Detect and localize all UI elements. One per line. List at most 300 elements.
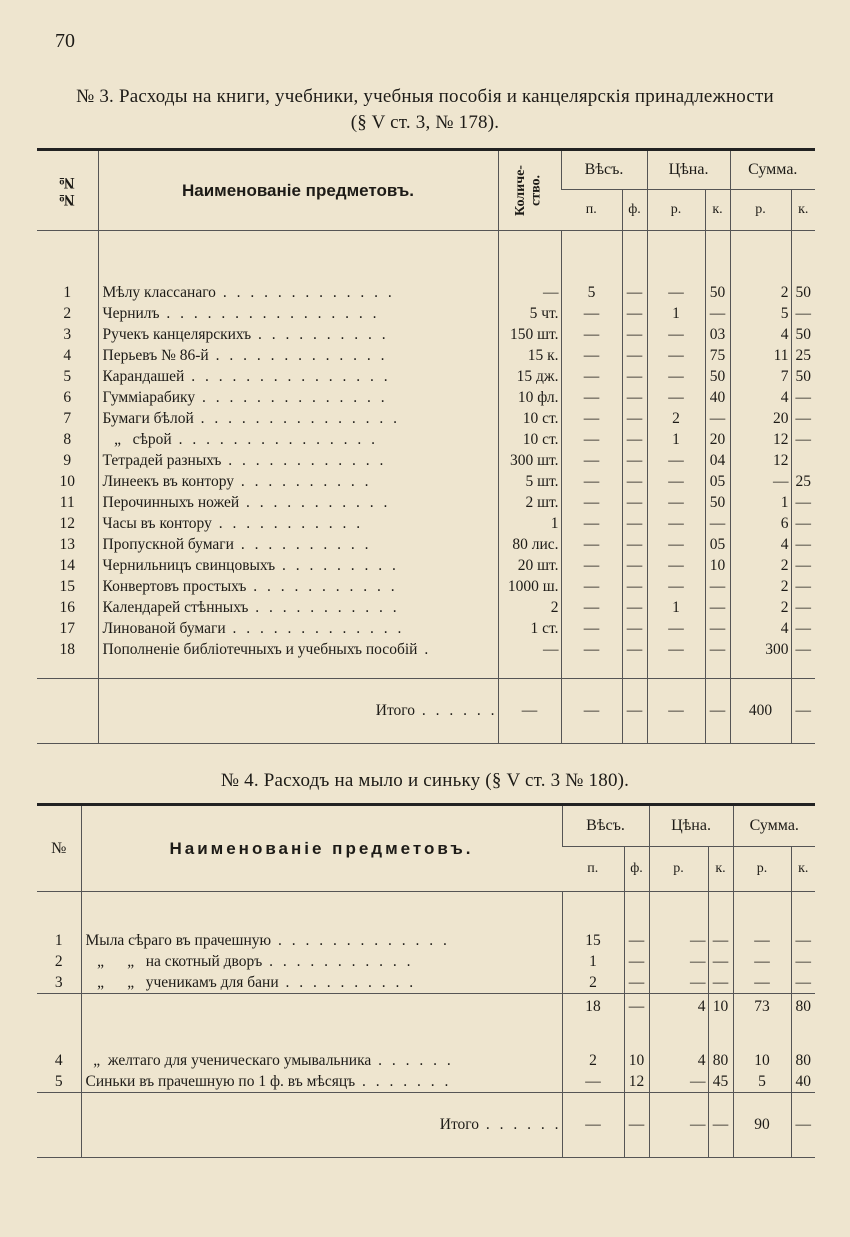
row-qty: 2 шт. (498, 492, 561, 513)
row-name (98, 366, 498, 387)
row-weight-f: — (622, 555, 647, 576)
table2-title: № 4. Расходъ на мыло и синьку (§ V ст. 3 № 180). (220, 770, 630, 791)
row-number: 12 (59, 515, 75, 532)
total-sum-k: — (791, 679, 815, 744)
leader-dots: . . . . . . . . . . . . . (225, 620, 405, 637)
item-name: Календарей стѣнныхъ (102, 599, 249, 616)
row-weight-f: — (622, 576, 647, 597)
row-sum-r: — (733, 930, 791, 951)
row-weight-p: — (561, 618, 622, 639)
row-sum-k: 50 (791, 324, 815, 345)
item-name: Линеекъ въ контору (102, 473, 235, 490)
row-weight-f: 10 (624, 1050, 649, 1071)
row-number: 5 (54, 1073, 63, 1090)
row-price-r: — (647, 366, 705, 387)
row-price-k: 04 (705, 450, 730, 471)
row-number: 7 (63, 410, 72, 427)
leader-dots: . . . . . . . . . . (251, 326, 389, 343)
row-name (98, 324, 498, 345)
row-sum-r: 2 (730, 282, 791, 303)
row-price-r: — (647, 324, 705, 345)
row-price-k: 50 (705, 282, 730, 303)
row-sum-r: 6 (730, 513, 791, 534)
row-qty: 10 фл. (498, 387, 561, 408)
table-row (37, 513, 815, 534)
row-number: 15 (59, 578, 75, 595)
t1-header-k2: к. (791, 190, 815, 231)
row-name (98, 303, 498, 324)
row-name (98, 576, 498, 597)
table-row (37, 597, 815, 618)
item-name: Конвертовъ простыхъ (102, 578, 247, 595)
row-weight-p: — (561, 555, 622, 576)
row-price-r: — (649, 1071, 708, 1093)
leader-dots: . . . . . . . . . . (278, 974, 417, 991)
row-weight-p: 2 (562, 972, 624, 994)
row-qty: 150 шт. (498, 324, 561, 345)
row-number: 3 (54, 974, 63, 991)
row-weight-f: — (622, 387, 647, 408)
row-sum-k: — (791, 429, 815, 450)
row-qty: 10 ст. (498, 408, 561, 429)
row-price-r: — (647, 618, 705, 639)
table1-title: № 3. Расходы на книги, учебники, учебныя пособія и канцелярскія принадлежности (76, 86, 774, 107)
leader-dots: . . . . . . . . . . . . . . . (184, 368, 391, 385)
row-qty: 5 шт. (498, 471, 561, 492)
item-name: Мыла сѣраго въ прачешную (85, 932, 272, 949)
row-number: 4 (63, 347, 72, 364)
row-qty: 80 лис. (498, 534, 561, 555)
row-sum-k: — (791, 1093, 815, 1158)
row-weight-f: — (622, 366, 647, 387)
row-price-r: 1 (647, 597, 705, 618)
item-name: „ сѣрой (102, 431, 172, 448)
row-weight-f: — (622, 513, 647, 534)
item-name: „ „ ученикамъ для бани (85, 974, 279, 991)
leader-dots: . . . . . . . . . . . (262, 953, 414, 970)
row-price-r: — (649, 972, 708, 994)
t2-header-weight: Вѣсъ. (562, 805, 649, 847)
row-qty: — (498, 282, 561, 303)
row-sum-r: 12 (730, 450, 791, 471)
leader-dots: . . . . . . . . . . (234, 473, 372, 490)
row-qty: 2 (498, 597, 561, 618)
row-number: 11 (59, 494, 75, 511)
row-price-k: — (708, 930, 733, 951)
total-row (37, 1093, 815, 1158)
row-weight-f: — (622, 282, 647, 303)
table-row (37, 1071, 815, 1093)
item-name: Пропускной бумаги (102, 536, 234, 553)
leader-dots: . . . . . . . . . . . . (221, 452, 387, 469)
table-row (37, 408, 815, 429)
row-sum-r: 5 (733, 1071, 791, 1093)
leader-dots: . . . . . . (479, 1116, 562, 1133)
row-weight-p: — (561, 408, 622, 429)
row-price-r: — (647, 450, 705, 471)
row-price-r: 4 (649, 1050, 708, 1071)
row-weight-f: — (622, 345, 647, 366)
table-row (37, 972, 815, 994)
row-weight-p: — (561, 387, 622, 408)
row-price-r: 1 (647, 303, 705, 324)
row-sum-k: — (791, 534, 815, 555)
row-name (98, 492, 498, 513)
row-weight-p: 2 (562, 1050, 624, 1071)
leader-dots: . . . . . . . . . . . . . . . (193, 410, 401, 427)
row-name (98, 555, 498, 576)
row-weight-f: 12 (624, 1071, 649, 1093)
table-row (37, 639, 815, 660)
row-qty: 20 шт. (498, 555, 561, 576)
row-sum-k: — (791, 597, 815, 618)
item-name: „ „ на скотный дворъ (85, 953, 263, 970)
row-weight-f: — (622, 492, 647, 513)
row-price-k: — (705, 597, 730, 618)
row-sum-k: 25 (791, 471, 815, 492)
item-name: Тетрадей разныхъ (102, 452, 222, 469)
row-name (98, 471, 498, 492)
row-price-k: — (705, 408, 730, 429)
t1-header-r: р. (647, 190, 705, 231)
row-price-k: 10 (705, 555, 730, 576)
row-weight-p: — (561, 492, 622, 513)
t1-header-k: к. (705, 190, 730, 231)
row-name (98, 345, 498, 366)
row-qty: — (498, 639, 561, 660)
row-sum-r: 12 (730, 429, 791, 450)
row-weight-p: — (561, 639, 622, 660)
row-sum-k: — (791, 618, 815, 639)
row-number: 1 (63, 284, 72, 301)
table1 (37, 148, 815, 744)
page-number: 70 (55, 30, 75, 52)
total-weight-p: — (561, 679, 622, 744)
item-name: Часы въ контору (102, 515, 212, 532)
item-name: „ желтаго для ученическаго умывальника (85, 1052, 372, 1069)
leader-dots: . . . . . . . . . . . . . (215, 284, 395, 301)
row-sum-k: 50 (791, 366, 815, 387)
row-weight-p: — (561, 303, 622, 324)
row-price-r: — (647, 513, 705, 534)
row-price-k: 03 (705, 324, 730, 345)
row-number: 4 (54, 1052, 63, 1069)
row-sum-k (791, 450, 815, 471)
row-sum-k: 80 (791, 1050, 815, 1071)
row-sum-r: 90 (733, 1093, 791, 1158)
row-sum-r: 11 (730, 345, 791, 366)
table-row (37, 345, 815, 366)
row-qty: 1000 ш. (498, 576, 561, 597)
row-sum-r: 2 (730, 576, 791, 597)
row-sum-r: 1 (730, 492, 791, 513)
row-qty: 15 дж. (498, 366, 561, 387)
t2-header-r: р. (649, 847, 708, 892)
row-number: 14 (59, 557, 75, 574)
row-name (81, 930, 562, 951)
row-name (81, 972, 562, 994)
row-weight-p: — (561, 345, 622, 366)
total-price-r: — (647, 679, 705, 744)
t2-header-num: № (37, 805, 81, 892)
t1-header-qty: Количе-ство. (498, 150, 561, 231)
row-price-k: 05 (705, 471, 730, 492)
row-weight-p: 15 (562, 930, 624, 951)
row-sum-k: — (791, 639, 815, 660)
row-weight-p: — (561, 471, 622, 492)
row-sum-r: 4 (730, 618, 791, 639)
row-qty: 10 ст. (498, 429, 561, 450)
row-price-k: 50 (705, 492, 730, 513)
row-number: 17 (59, 620, 75, 637)
row-weight-f: — (622, 597, 647, 618)
row-name (81, 1093, 562, 1158)
row-qty: 1 ст. (498, 618, 561, 639)
row-weight-f: — (624, 951, 649, 972)
leader-dots: . . . . . . . . . . . (211, 515, 364, 532)
table-row (37, 951, 815, 972)
row-qty: 300 шт. (498, 450, 561, 471)
row-sum-k: — (791, 513, 815, 534)
t1-header-num: №№ (37, 150, 98, 231)
item-name: Чернильницъ свинцовыхъ (102, 557, 276, 574)
t2-header-k2: к. (791, 847, 815, 892)
row-weight-p: — (562, 1071, 624, 1093)
row-price-r: — (647, 555, 705, 576)
row-price-r: — (647, 282, 705, 303)
row-sum-k: — (791, 930, 815, 951)
item-name: Бумаги бѣлой (102, 410, 194, 427)
row-weight-p: — (561, 366, 622, 387)
row-sum-k: — (791, 492, 815, 513)
row-number: 3 (63, 326, 72, 343)
spacer-row (37, 660, 815, 679)
row-name (98, 387, 498, 408)
row-price-k: — (705, 303, 730, 324)
row-name (98, 450, 498, 471)
row-sum-k: — (791, 576, 815, 597)
total-label (98, 679, 498, 744)
row-sum-k: 80 (791, 994, 815, 1019)
row-number: 2 (54, 953, 63, 970)
table-row (37, 492, 815, 513)
table-row (37, 555, 815, 576)
spacer-row (37, 892, 815, 931)
row-weight-f: — (622, 471, 647, 492)
total-weight-f: — (622, 679, 647, 744)
total-sum-r: 400 (730, 679, 791, 744)
row-number: 9 (63, 452, 72, 469)
row-name (98, 408, 498, 429)
table-row (37, 930, 815, 951)
leader-dots: . . . . . . . . . . . (248, 599, 400, 616)
row-weight-p: 1 (562, 951, 624, 972)
leader-dots: . . . . . . . . . . . (246, 578, 398, 595)
t1-header-sum: Сумма. (730, 150, 815, 190)
row-price-r: — (647, 492, 705, 513)
row-number: 10 (59, 473, 75, 490)
row-sum-k: — (791, 408, 815, 429)
row-name (81, 1050, 562, 1071)
row-number: 8 (63, 431, 72, 448)
row-weight-p: — (561, 597, 622, 618)
item-name: Перьевъ № 86-й (102, 347, 209, 364)
row-name (98, 513, 498, 534)
row-sum-r: — (733, 951, 791, 972)
row-weight-f: — (624, 1093, 649, 1158)
row-weight-f: — (624, 994, 649, 1019)
item-name: Чернилъ (102, 305, 160, 322)
row-price-k: 10 (708, 994, 733, 1019)
row-price-k: 20 (705, 429, 730, 450)
row-name (81, 951, 562, 972)
row-sum-k: — (791, 387, 815, 408)
leader-dots: . . . . . . . . . . . . . . (195, 389, 388, 406)
row-weight-p: — (561, 576, 622, 597)
row-weight-p: 5 (561, 282, 622, 303)
row-number: 5 (63, 368, 72, 385)
subtotal-row (37, 994, 815, 1019)
row-price-k: — (708, 972, 733, 994)
leader-dots: . . . . . . . . . . . (239, 494, 391, 511)
table1-subtitle: (§ V ст. 3, № 178). (350, 112, 500, 133)
t2-header-name: Наименованіе предметовъ. (81, 805, 562, 892)
row-name (81, 994, 562, 1019)
row-price-r: — (649, 1093, 708, 1158)
row-weight-f: — (622, 450, 647, 471)
row-weight-p: — (561, 450, 622, 471)
item-name: Карандашей (102, 368, 185, 385)
total-price-k: — (705, 679, 730, 744)
row-price-r: 4 (649, 994, 708, 1019)
row-price-r: — (647, 576, 705, 597)
table-row (37, 1050, 815, 1071)
leader-dots: . . . . . . (415, 702, 498, 719)
row-name (98, 597, 498, 618)
row-price-r: — (647, 345, 705, 366)
t2-header-sum: Сумма. (733, 805, 815, 847)
leader-dots: . . . . . . . . . . . . . . . . (159, 305, 380, 322)
row-price-r: — (647, 471, 705, 492)
t1-header-price: Цѣна. (647, 150, 730, 190)
row-name (98, 429, 498, 450)
row-price-k: — (705, 639, 730, 660)
table-row (37, 618, 815, 639)
row-sum-r: 73 (733, 994, 791, 1019)
row-number: 2 (63, 305, 72, 322)
row-sum-r: 300 (730, 639, 791, 660)
row-weight-p: — (561, 324, 622, 345)
row-sum-r: — (733, 972, 791, 994)
row-number: 13 (59, 536, 75, 553)
row-weight-f: — (622, 429, 647, 450)
table1-title-block (0, 86, 850, 134)
item-name: Синьки въ прачешную по 1 ф. въ мѣсяцъ (85, 1073, 356, 1090)
item-name: Пополненіе библіотечныхъ и учебныхъ пособій (102, 641, 418, 658)
row-sum-k: — (791, 951, 815, 972)
row-weight-p: — (561, 513, 622, 534)
table-row (37, 450, 815, 471)
leader-dots: . . . . . . . . . . . . . (208, 347, 388, 364)
row-price-k: — (708, 951, 733, 972)
row-price-r: 2 (647, 408, 705, 429)
row-qty: 5 чт. (498, 303, 561, 324)
item-name: Итого (375, 702, 415, 719)
row-number: 6 (63, 389, 72, 406)
row-price-k: 80 (708, 1050, 733, 1071)
row-price-k: 05 (705, 534, 730, 555)
row-weight-p: — (561, 534, 622, 555)
row-weight-f: — (622, 639, 647, 660)
item-name: Ручекъ канцелярскихъ (102, 326, 252, 343)
row-sum-k: — (791, 303, 815, 324)
t1-header-name: Наименованіе предметовъ. (98, 150, 498, 231)
t1-header-weight: Вѣсъ. (561, 150, 647, 190)
leader-dots: . (417, 641, 432, 658)
t1-header-p: п. (561, 190, 622, 231)
row-name (98, 282, 498, 303)
table-row (37, 282, 815, 303)
leader-dots: . . . . . . . (355, 1073, 452, 1090)
row-weight-f: — (622, 618, 647, 639)
leader-dots: . . . . . . . . . . . . . (271, 932, 450, 949)
table-row (37, 324, 815, 345)
leader-dots: . . . . . . (371, 1052, 454, 1069)
spacer-row (37, 1018, 815, 1050)
row-price-k: — (705, 513, 730, 534)
row-sum-r: 4 (730, 534, 791, 555)
row-weight-f: — (622, 324, 647, 345)
row-price-r: 1 (647, 429, 705, 450)
row-sum-k: — (791, 555, 815, 576)
item-name: Линованой бумаги (102, 620, 226, 637)
t2-header-f: ф. (624, 847, 649, 892)
row-number (37, 994, 81, 1019)
row-price-k: 50 (705, 366, 730, 387)
t1-header-f: ф. (622, 190, 647, 231)
total-qty: — (498, 679, 561, 744)
row-sum-r: 5 (730, 303, 791, 324)
row-weight-f: — (624, 972, 649, 994)
t2-header-r2: р. (733, 847, 791, 892)
row-sum-r: 2 (730, 597, 791, 618)
row-qty: 15 к. (498, 345, 561, 366)
row-weight-f: — (624, 930, 649, 951)
row-price-r: — (649, 930, 708, 951)
row-weight-f: — (622, 303, 647, 324)
row-price-k: 75 (705, 345, 730, 366)
t2-header-price: Цѣна. (649, 805, 733, 847)
table-row (37, 366, 815, 387)
row-number: 1 (54, 932, 63, 949)
leader-dots: . . . . . . . . . . . . . . . (171, 431, 378, 448)
row-weight-p: 18 (562, 994, 624, 1019)
row-name (98, 534, 498, 555)
table-row (37, 471, 815, 492)
row-price-k: — (705, 618, 730, 639)
t1-header-r2: р. (730, 190, 791, 231)
row-sum-k: — (791, 972, 815, 994)
spacer-row (37, 249, 815, 282)
row-name (98, 639, 498, 660)
row-price-r: — (647, 534, 705, 555)
row-price-r: — (647, 639, 705, 660)
row-sum-k: 50 (791, 282, 815, 303)
row-weight-f: — (622, 534, 647, 555)
t2-header-p: п. (562, 847, 624, 892)
table-row (37, 576, 815, 597)
table2 (37, 803, 815, 1158)
